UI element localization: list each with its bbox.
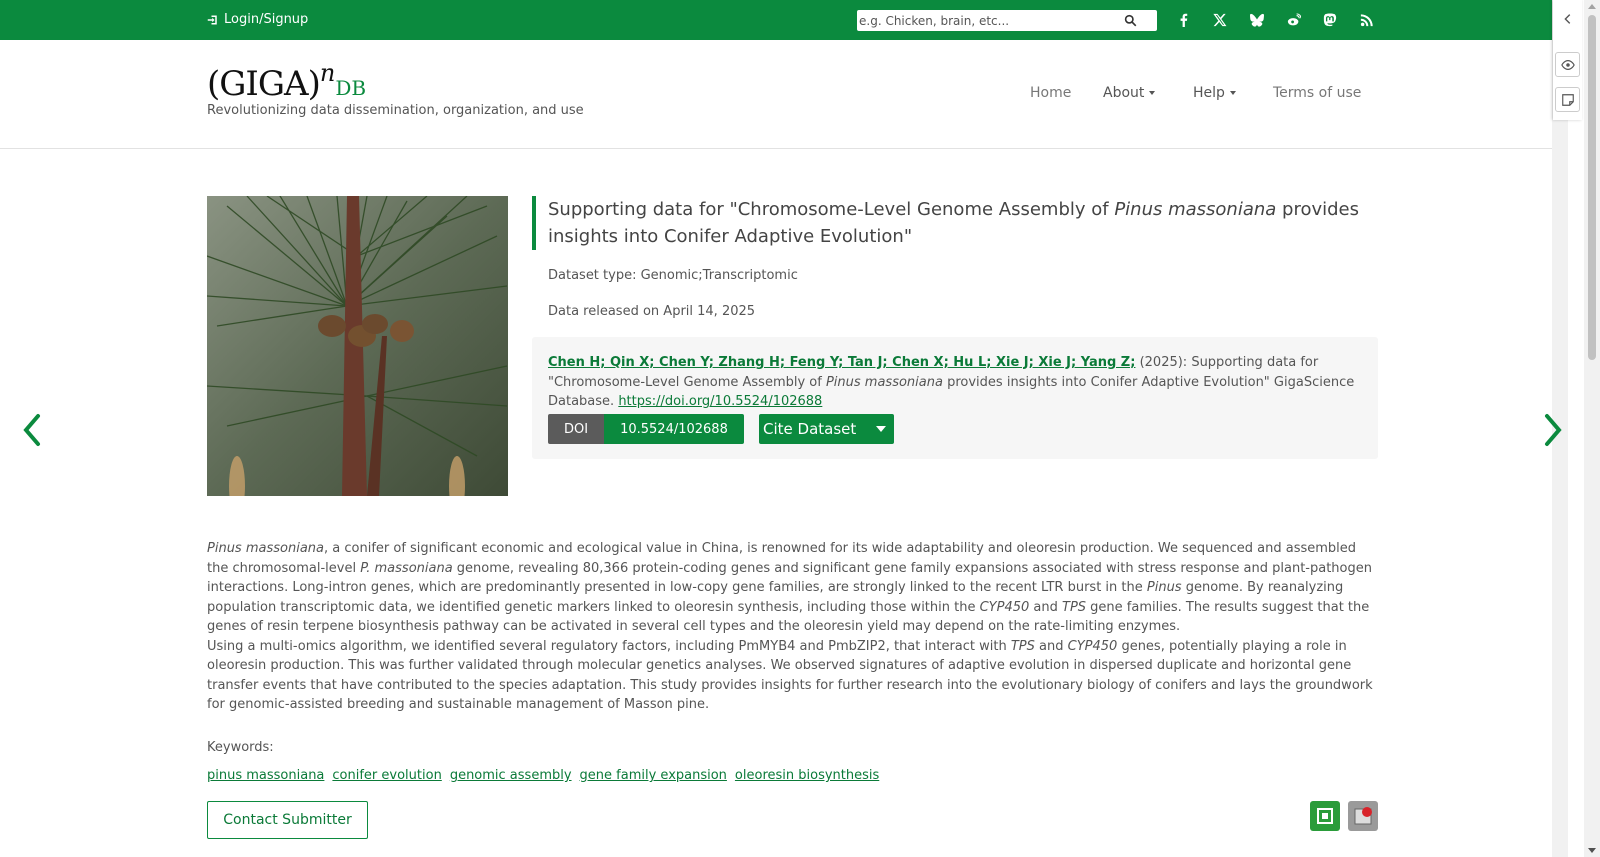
chevron-left-icon [20,412,44,448]
dataset-type [548,268,798,283]
caret-down-icon [876,426,886,432]
citation-species: Pinus massoniana [825,374,943,390]
citation-rest: provides insights into Conifer Adaptive Evolution" GigaScience Database. [548,374,1355,409]
citation-text [548,353,1358,412]
keyword-link[interactable]: genomic assembly [449,768,572,783]
description-text: genes, potentially playing a role in oleoresin production. This was further validated through molecular genetics analyses. We observed signatures of adaptive evolution in dispersed duplicate and horizontal gene transfer events that have contributed to the species adaptation. This study provides insights for further research into the evolutionary biology of conifers and lays the groundwork for genomic-assisted breeding and sustainable management of Masson pine. [207,638,1373,712]
logo-suffix: DB [335,76,367,100]
description-italic-term: Pinus [1146,580,1182,595]
dataset-type-value: Genomic;Transcriptomic [640,268,798,283]
nav-help-dropdown[interactable] [1193,85,1236,101]
description-italic-term: TPS [1010,638,1035,654]
doi-value: 10.5524/102688 [604,414,744,444]
search-icon[interactable] [1124,14,1137,27]
description-text: genome. By reanalyzing population transcriptomic data, we identified genetic markers linked to oleoresin synthesis, including those within the [207,580,1344,615]
citation-authors-link[interactable]: Chen H; Qin X; Chen Y; Zhang H; Feng Y; Tan J; Chen X; Hu L; Xie J; Xie J; Yang Z; [548,355,1136,370]
logo-superscript: n [319,59,336,87]
search-input[interactable] [857,11,1157,32]
login-icon [207,14,219,26]
search-box [857,10,1157,31]
citation-doi-link[interactable]: https://doi.org/10.5524/102688 [618,394,823,409]
mastodon-icon[interactable] [1322,12,1338,28]
description-italic-term: CYP450 [979,599,1030,615]
x-twitter-icon[interactable] [1212,12,1228,28]
description-text: and [1029,599,1062,615]
bluesky-icon[interactable] [1249,12,1265,28]
facebook-icon[interactable] [1176,12,1192,28]
pine-photo [207,196,508,496]
title-prefix: Supporting data for "Chromosome-Level Genome Assembly of [548,199,1115,220]
keywords-label: Keywords: [207,740,274,755]
contact-submitter-button[interactable]: Contact Submitter [207,801,368,839]
scroll-up-arrow[interactable] [1588,4,1596,9]
nav-terms-label: Terms of use [1273,85,1362,101]
caret-down-icon [1149,91,1155,95]
description-italic-term: Pinus massoniana [207,541,324,556]
description-italic-term: TPS [1062,599,1087,615]
top-bar [0,0,1552,40]
keyword-link[interactable]: oleoresin biosynthesis [734,768,880,783]
sticky-note-icon [1561,93,1575,107]
nav-home[interactable] [1030,85,1071,101]
tagline: Revolutionizing data dissemination, organization, and use [207,103,584,118]
release-date-value: April 14, 2025 [663,304,756,319]
description-italic-term: CYP450 [1067,638,1118,654]
chevron-left-icon [1561,12,1575,26]
description-text: , a conifer of significant economic and ecological value in China, is renowned for its wide adaptability and oleoresin production. We sequenced and assembled the chromosomal-level [207,541,1357,576]
keyword-link[interactable]: pinus massoniana [207,768,325,783]
release-date [548,304,755,319]
citation-year: (2025): Supporting data for "Chromosome-Level Genome Assembly of [548,355,1319,390]
caret-down-icon [1230,91,1236,95]
scroll-down-arrow[interactable] [1588,848,1596,853]
collapse-panel-button[interactable] [1555,6,1580,31]
altmetric-badge-icon[interactable] [1348,801,1378,831]
next-dataset-arrow[interactable] [1541,412,1565,448]
cite-dataset-button[interactable] [759,414,894,444]
rss-icon[interactable] [1359,12,1375,28]
previous-dataset-arrow[interactable] [20,412,44,448]
dataset-title [532,196,1382,250]
nav-terms-of-use[interactable] [1273,85,1361,101]
site-header [0,40,1568,149]
citation-box [532,337,1378,459]
notes-button[interactable] [1555,87,1580,112]
description-paragraph-1 [207,539,1377,637]
keywords-list [207,768,879,783]
description-text: Using a multi-omics algorithm, we identified several regulatory factors, including PmMYB4 and PmbZIP2, that interact with [207,638,1011,654]
title-suffix: provides insights into Conifer Adaptive Evolution" [548,199,1360,247]
chevron-right-icon [1541,412,1565,448]
nav-help-label: Help [1193,85,1225,101]
view-button[interactable] [1555,52,1580,77]
dataset-description [207,539,1377,715]
cite-dataset-label: Cite Dataset [763,420,857,438]
description-text: gene families. The results suggest that the genes of resin terpene biosynthesis pathway can be activated in several cell types and the oleoresin yield may depend on the rate-limiting enzymes. [207,599,1370,634]
side-toolbar [1553,0,1582,120]
nav-about-dropdown[interactable] [1103,85,1155,101]
keyword-link[interactable]: conifer evolution [332,768,442,783]
page-scrollbar[interactable] [1584,0,1600,857]
keyword-link[interactable]: gene family expansion [579,768,727,783]
release-label: Data released on [548,304,660,319]
nav-about-label: About [1103,85,1145,101]
logo-text: (GIGA) [207,64,320,104]
description-italic-term: P. massoniana [360,560,453,576]
description-text: genome, revealing 80,366 protein-coding genes and significant gene family expansions associated with stress response and plant-pathogen interactions. Long-intron genes, which are predominantly presented in low-copy gene families, are strongly linked to the recent LTR burst in the [207,560,1372,595]
eye-icon [1561,58,1575,72]
dataset-type-label: Dataset type: [548,268,637,283]
title-species: Pinus massoniana [1114,199,1277,220]
dataset-image [207,196,508,496]
genome-badge-icon[interactable] [1310,801,1340,831]
scrollbar-thumb[interactable] [1588,15,1596,360]
weibo-icon[interactable] [1286,12,1302,28]
doi-badge[interactable] [548,414,744,444]
description-paragraph-2 [207,637,1377,715]
login-label: Login/Signup [224,12,309,27]
description-text: and [1034,638,1068,654]
gigadb-logo[interactable] [207,59,367,104]
login-signup-link[interactable] [207,12,308,27]
doi-label: DOI [548,414,604,444]
nav-home-label: Home [1030,85,1072,101]
